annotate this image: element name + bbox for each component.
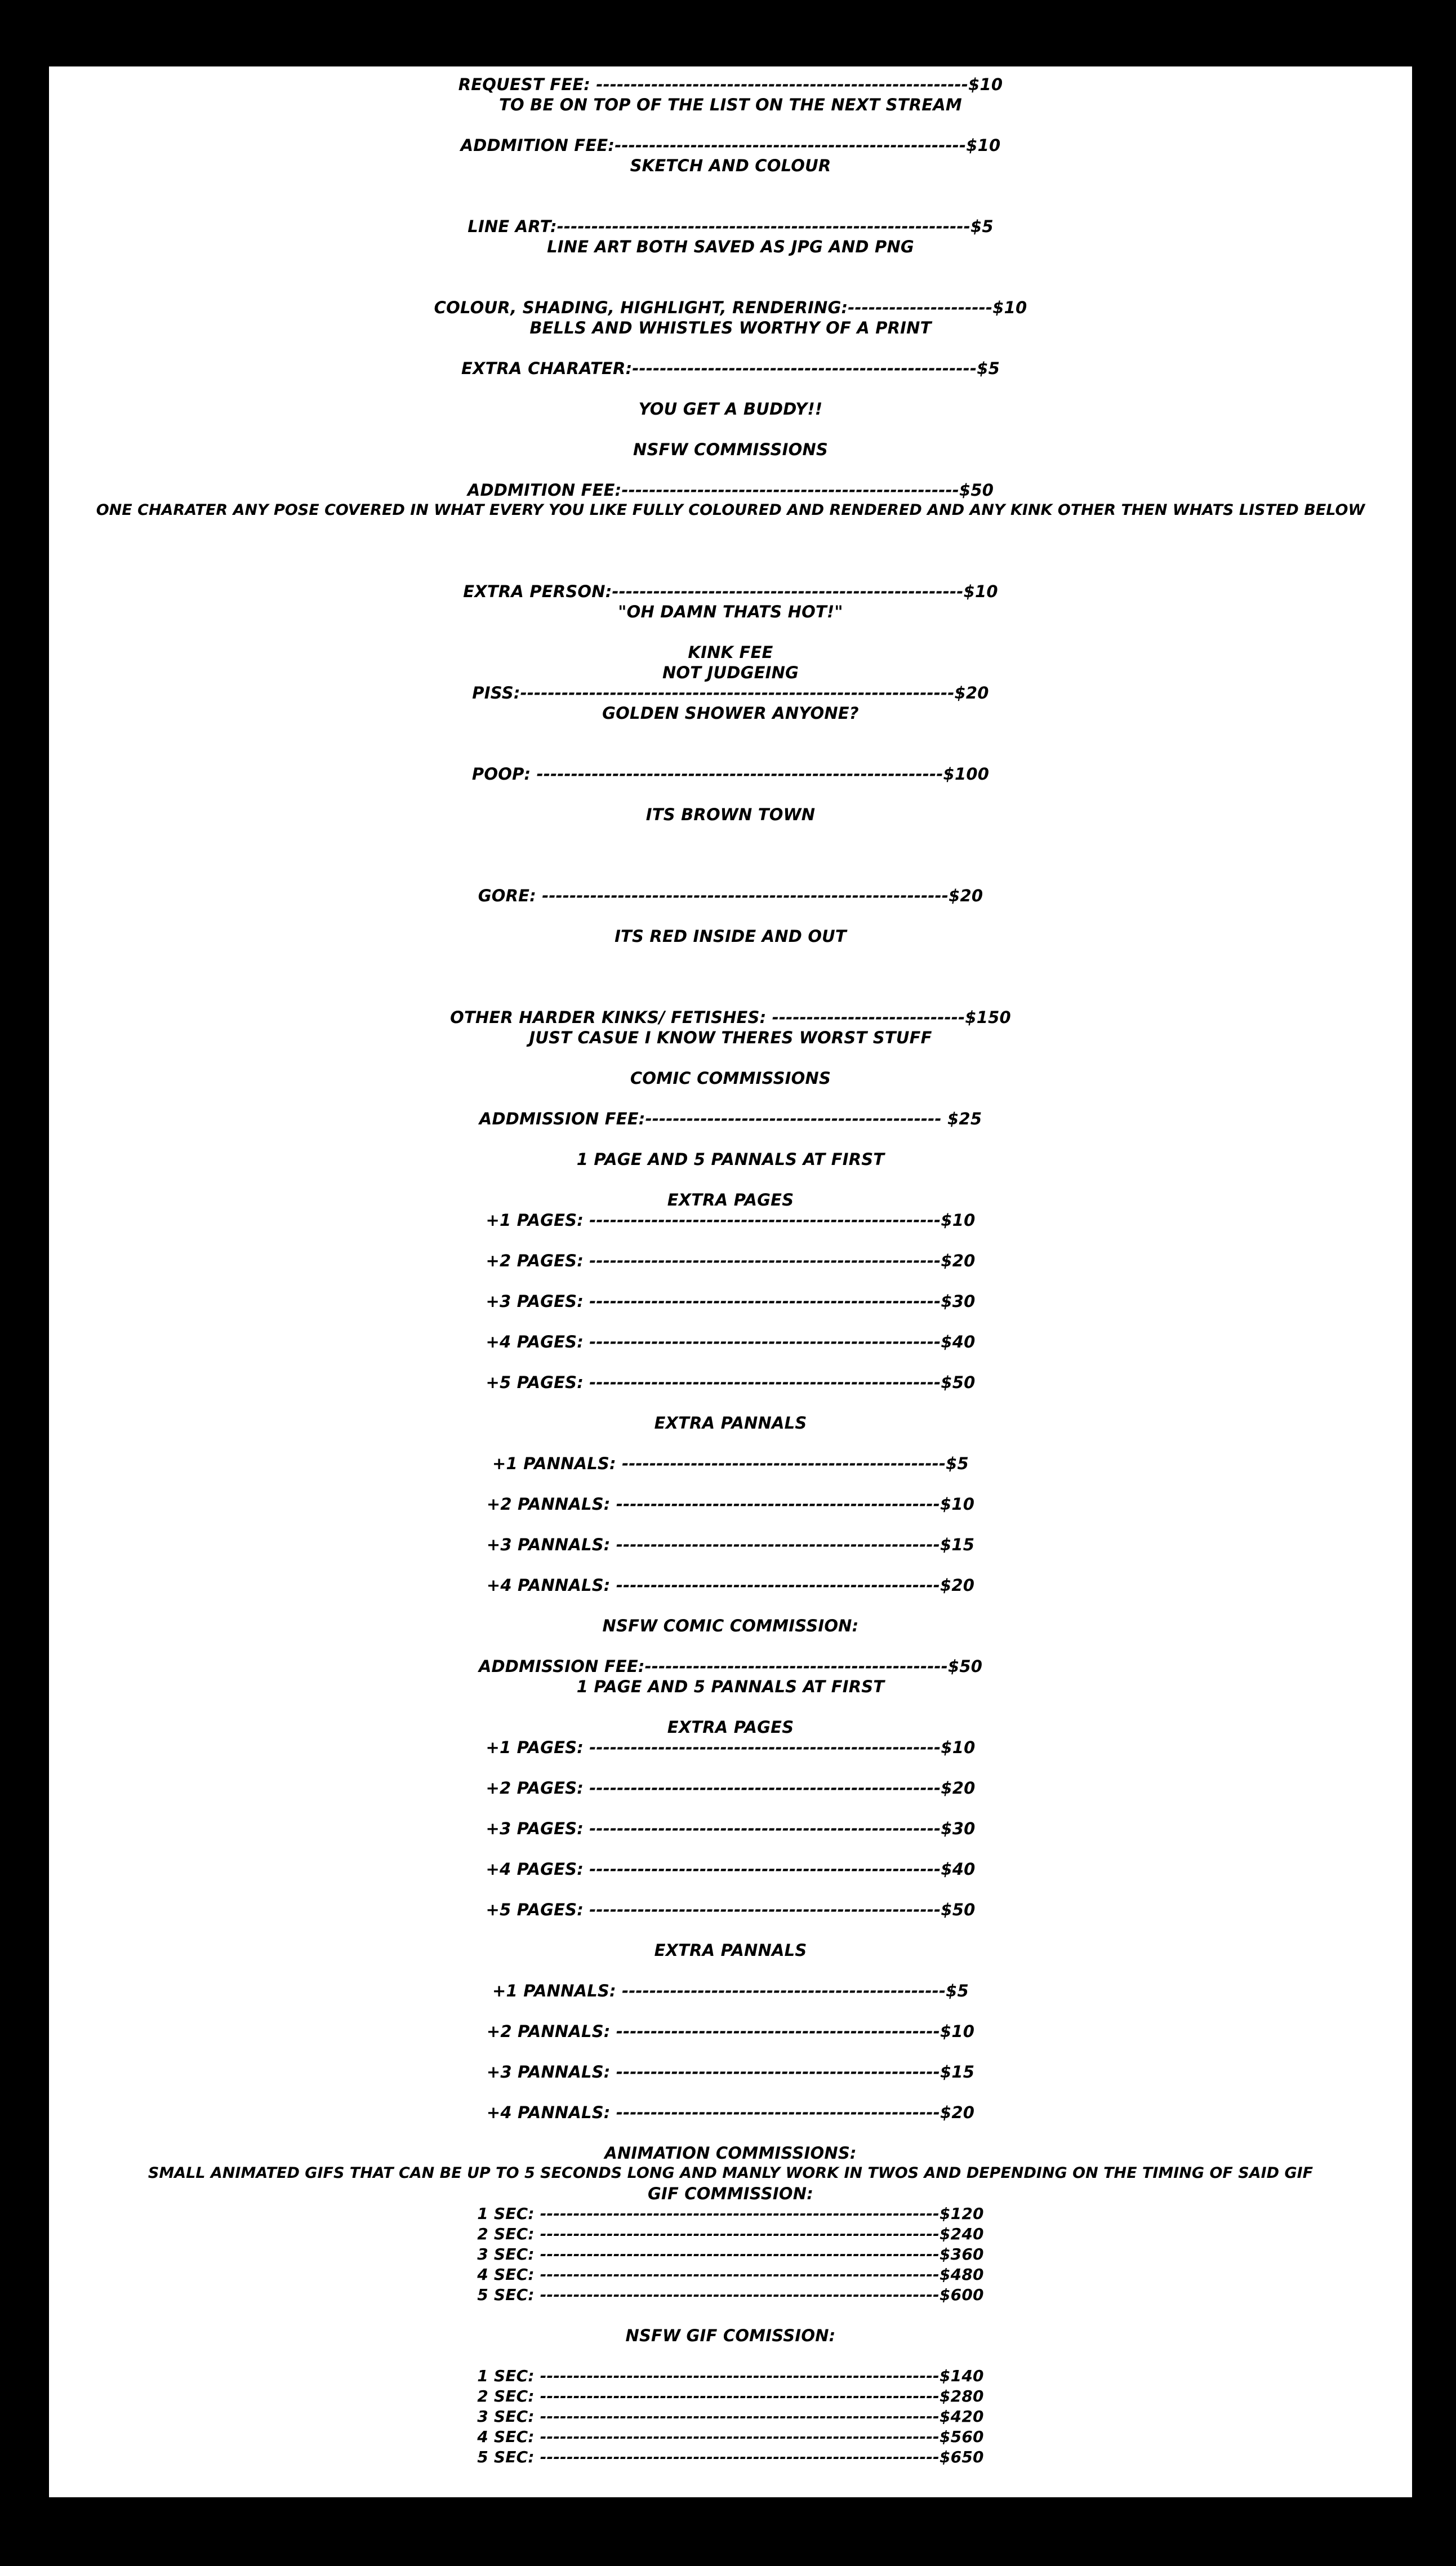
nsfw-gif-1-sec-line: 1 SEC: ------------------------------------------------------------$140 xyxy=(477,2367,984,2385)
comic-pages-3-line: +3 PAGES: ---------------------------------------------------$30 xyxy=(486,1292,976,1311)
comic-pages-2-line: +2 PAGES: ---------------------------------------------------$20 xyxy=(486,1251,976,1270)
nsfw-gif-5-sec-line: 5 SEC: ------------------------------------------------------------$650 xyxy=(477,2448,984,2466)
nsfw-comic-pages-1-line: +1 PAGES: ---------------------------------------------------$10 xyxy=(486,1738,976,1757)
nsfw-comic-pages-3-line: +3 PAGES: ---------------------------------------------------$30 xyxy=(486,1819,976,1838)
nsfw-commissions-heading: NSFW COMMISSIONS xyxy=(633,440,829,459)
price-sheet xyxy=(49,66,1412,2497)
harder-kinks-line: OTHER HARDER KINKS/ FETISHES: ----------------------------$150 xyxy=(450,1008,1011,1027)
comic-admission-note: 1 PAGE AND 5 PANNALS AT FIRST xyxy=(576,1150,885,1169)
nsfw-gif-2-sec-line: 2 SEC: ------------------------------------------------------------$280 xyxy=(477,2387,984,2405)
gif-commission-heading: GIF COMMISSION: xyxy=(648,2184,813,2203)
extra-character-note: YOU GET A BUDDY!! xyxy=(638,399,823,419)
nsfw-admission-fee-line: ADDMITION FEE:-------------------------------------------------$50 xyxy=(467,481,994,500)
admission-fee-line: ADDMITION FEE:---------------------------------------------------$10 xyxy=(460,136,1001,155)
nsfw-comic-heading: NSFW COMIC COMMISSION: xyxy=(602,1616,859,1635)
gif-5-sec-line: 5 SEC: ------------------------------------------------------------$600 xyxy=(477,2285,984,2304)
poop-line: POOP: -----------------------------------------------------------$100 xyxy=(471,764,990,784)
animation-commissions-heading: ANIMATION COMMISSIONS: xyxy=(604,2143,857,2163)
gif-2-sec-line: 2 SEC: ------------------------------------------------------------$240 xyxy=(477,2225,984,2243)
colour-line: COLOUR, SHADING, HIGHLIGHT, RENDERING:---------------------$10 xyxy=(434,298,1027,317)
poop-note: ITS BROWN TOWN xyxy=(645,805,816,824)
nsfw-comic-pannals-4-line: +4 PANNALS: -----------------------------------------------$20 xyxy=(486,2103,975,2122)
nsfw-comic-extra-pages-heading: EXTRA PAGES xyxy=(667,1718,794,1737)
comic-pannals-3-line: +3 PANNALS: -----------------------------------------------$15 xyxy=(486,1535,975,1554)
nsfw-comic-admission-note: 1 PAGE AND 5 PANNALS AT FIRST xyxy=(576,1677,885,1696)
gif-1-sec-line: 1 SEC: ------------------------------------------------------------$120 xyxy=(477,2204,984,2223)
comic-pannals-1-line: +1 PANNALS: -----------------------------------------------$5 xyxy=(492,1454,969,1473)
comic-pannals-4-line: +4 PANNALS: -----------------------------------------------$20 xyxy=(486,1576,975,1595)
comic-admission-fee-line: ADDMISSION FEE:------------------------------------------- $25 xyxy=(479,1109,982,1128)
extra-person-line: EXTRA PERSON:---------------------------------------------------$10 xyxy=(463,582,998,601)
request-fee-line: REQUEST FEE: ------------------------------------------------------$10 xyxy=(458,75,1003,94)
nsfw-gif-heading: NSFW GIF COMISSION: xyxy=(625,2326,836,2345)
comic-pages-1-line: +1 PAGES: ---------------------------------------------------$10 xyxy=(486,1211,976,1230)
extra-character-line: EXTRA CHARATER:--------------------------------------------------$5 xyxy=(461,359,1000,378)
nsfw-comic-extra-pannals-heading: EXTRA PANNALS xyxy=(654,1941,807,1960)
comic-extra-pages-heading: EXTRA PAGES xyxy=(667,1190,794,1209)
gif-4-sec-line: 4 SEC: ------------------------------------------------------------$480 xyxy=(477,2265,984,2284)
nsfw-comic-admission-fee-line: ADDMISSION FEE:--------------------------------------------$50 xyxy=(478,1657,983,1676)
comic-pannals-2-line: +2 PANNALS: -----------------------------------------------$10 xyxy=(486,1495,975,1514)
request-fee-note: TO BE ON TOP OF THE LIST ON THE NEXT STREAM xyxy=(499,95,962,114)
nsfw-comic-pannals-2-line: +2 PANNALS: -----------------------------------------------$10 xyxy=(486,2022,975,2041)
nsfw-comic-pannals-3-line: +3 PANNALS: -----------------------------------------------$15 xyxy=(486,2062,975,2082)
animation-commissions-note: SMALL ANIMATED GIFS THAT CAN BE UP TO 5 SECONDS LONG AND MANLY WORK IN TWOS AND DEPENDING ON THE TIMING OF SAID GIF xyxy=(148,2164,1313,2182)
admission-fee-note: SKETCH AND COLOUR xyxy=(630,156,831,175)
extra-person-note: "OH DAMN THATS HOT!" xyxy=(618,602,843,621)
nsfw-comic-pages-2-line: +2 PAGES: ---------------------------------------------------$20 xyxy=(486,1778,976,1798)
nsfw-comic-pages-4-line: +4 PAGES: ---------------------------------------------------$40 xyxy=(486,1860,976,1879)
comic-extra-pannals-heading: EXTRA PANNALS xyxy=(654,1413,807,1433)
colour-note: BELLS AND WHISTLES WORTHY OF A PRINT xyxy=(529,318,932,337)
nsfw-admission-fee-note: ONE CHARATER ANY POSE COVERED IN WHAT EVERY YOU LIKE FULLY COLOURED AND RENDERED AND ANY KINK OTHER THEN WHATS LISTED BELOW xyxy=(96,501,1365,519)
line-art-line: LINE ART:------------------------------------------------------------$5 xyxy=(467,217,994,236)
nsfw-gif-4-sec-line: 4 SEC: ------------------------------------------------------------$560 xyxy=(477,2427,984,2446)
nsfw-comic-pages-5-line: +5 PAGES: ---------------------------------------------------$50 xyxy=(486,1900,976,1919)
comic-commissions-heading: COMIC COMMISSIONS xyxy=(630,1069,831,1088)
gore-line: GORE: -----------------------------------------------------------$20 xyxy=(478,886,983,905)
kink-fee-heading: KINK FEE xyxy=(688,643,773,662)
comic-pages-5-line: +5 PAGES: ---------------------------------------------------$50 xyxy=(486,1373,976,1392)
kink-fee-subheading: NOT JUDGEING xyxy=(662,663,799,682)
harder-kinks-note: JUST CASUE I KNOW THERES WORST STUFF xyxy=(529,1028,932,1047)
gif-3-sec-line: 3 SEC: ------------------------------------------------------------$360 xyxy=(477,2245,984,2263)
line-art-note: LINE ART BOTH SAVED AS JPG AND PNG xyxy=(547,237,914,256)
nsfw-gif-3-sec-line: 3 SEC: ------------------------------------------------------------$420 xyxy=(477,2407,984,2426)
gore-note: ITS RED INSIDE AND OUT xyxy=(615,927,847,946)
piss-line: PISS:---------------------------------------------------------------$20 xyxy=(472,683,989,702)
comic-pages-4-line: +4 PAGES: ---------------------------------------------------$40 xyxy=(486,1332,976,1351)
piss-note: GOLDEN SHOWER ANYONE? xyxy=(602,704,859,723)
nsfw-comic-pannals-1-line: +1 PANNALS: -----------------------------------------------$5 xyxy=(492,1981,969,2000)
